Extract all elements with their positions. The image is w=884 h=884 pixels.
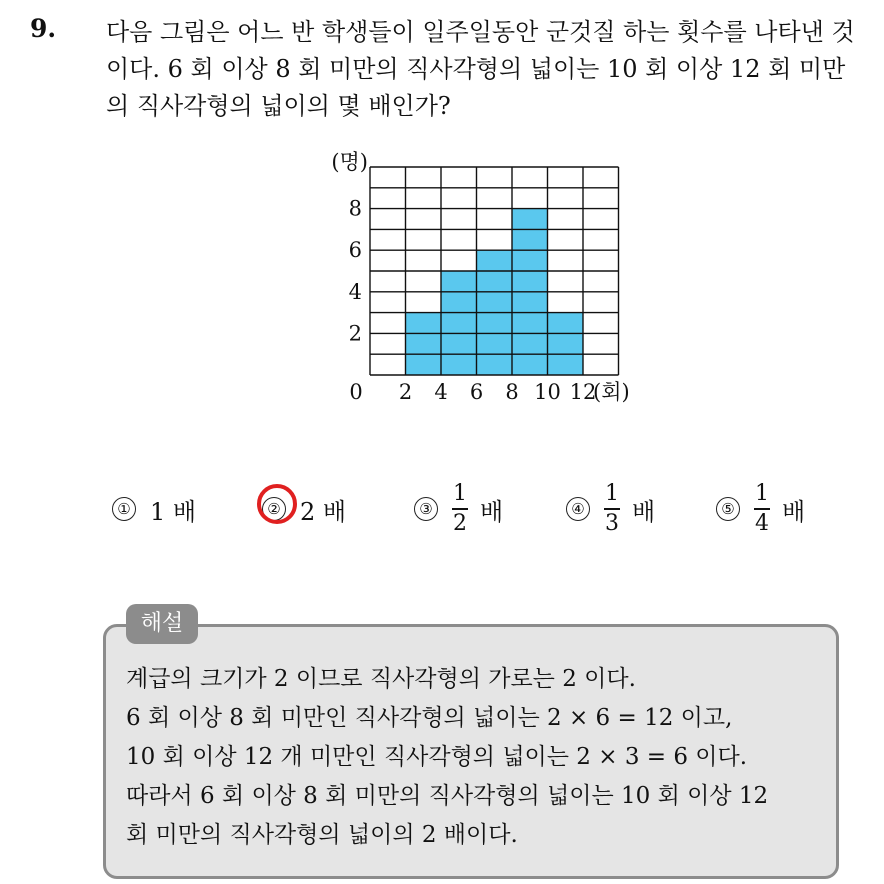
histogram-bar [548, 313, 584, 375]
fraction-numerator: 1 [605, 481, 619, 507]
histogram-bar [406, 313, 442, 375]
choice-label: 1 배 [150, 497, 197, 526]
fraction-bar [452, 508, 468, 510]
choice-number: ① [112, 497, 136, 521]
origin-label: 0 [349, 380, 363, 404]
choice-5[interactable] [716, 478, 805, 540]
y-tick-label: 4 [348, 279, 362, 304]
solution-line: 계급의 크기가 2 이므로 직사각형의 가로는 2 이다. [126, 666, 636, 692]
question-number: 9. [30, 14, 57, 43]
choice-label: 2 배 [300, 497, 347, 526]
y-axis-label: (명) [331, 150, 368, 174]
choice-number: ② [262, 497, 286, 521]
solution-line: 따라서 6 회 이상 8 회 미만의 직사각형의 넓이는 10 회 이상 12 [126, 783, 769, 809]
choice-label: 배 [782, 497, 806, 526]
solution-tab: 해설 [126, 604, 198, 644]
y-tick-label: 6 [348, 238, 362, 263]
fraction-denominator: 4 [755, 510, 769, 536]
solution-line: 6 회 이상 8 회 미만인 직사각형의 넓이는 2 × 6 = 12 이고, [126, 705, 733, 731]
fraction [754, 482, 770, 536]
selected-answer-mark [257, 484, 297, 524]
histogram-bar [441, 271, 477, 375]
choice-3[interactable] [414, 478, 503, 540]
fraction-numerator: 1 [755, 481, 769, 507]
solution-line: 회 미만의 직사각형의 넓이의 2 배이다. [126, 822, 518, 848]
fraction-bar [604, 508, 620, 510]
x-axis-label: (회) [593, 380, 630, 404]
y-tick-label: 2 [348, 321, 362, 346]
x-tick-label: 10 [534, 380, 561, 404]
fraction-denominator: 3 [605, 510, 619, 536]
solution-text [126, 660, 838, 855]
solution-line: 10 회 이상 12 개 미만인 직사각형의 넓이는 2 × 3 = 6 이다. [126, 744, 748, 770]
choice-2[interactable] [262, 478, 346, 540]
choice-number: ④ [566, 497, 590, 521]
choice-label: 배 [632, 497, 656, 526]
x-tick-label: 8 [505, 380, 519, 404]
fraction-bar [754, 508, 770, 510]
x-tick-label: 12 [569, 380, 597, 404]
fraction-numerator: 1 [453, 481, 467, 507]
choice-number: ③ [414, 497, 438, 521]
fraction [452, 482, 468, 536]
fraction-denominator: 2 [453, 510, 467, 536]
question-text: 다음 그림은 어느 반 학생들이 일주일동안 군것질 하는 횟수를 나타낸 것이다. 6 회 이상 8 회 미만의 직사각형의 넓이는 10 회 이상 12 회 미만의 직사각형의 넓이의 몇 배인가? [106, 18, 855, 120]
choice-number: ⑤ [716, 497, 740, 521]
x-tick-label: 6 [469, 380, 484, 404]
x-tick-label: 4 [434, 380, 448, 404]
answer-choices [0, 478, 884, 548]
choice-label: 배 [480, 497, 504, 526]
y-tick-label: 8 [348, 196, 362, 221]
choice-4[interactable] [566, 478, 655, 540]
fraction [604, 482, 620, 536]
x-tick-label: 2 [398, 380, 413, 404]
choice-1[interactable] [112, 478, 196, 540]
